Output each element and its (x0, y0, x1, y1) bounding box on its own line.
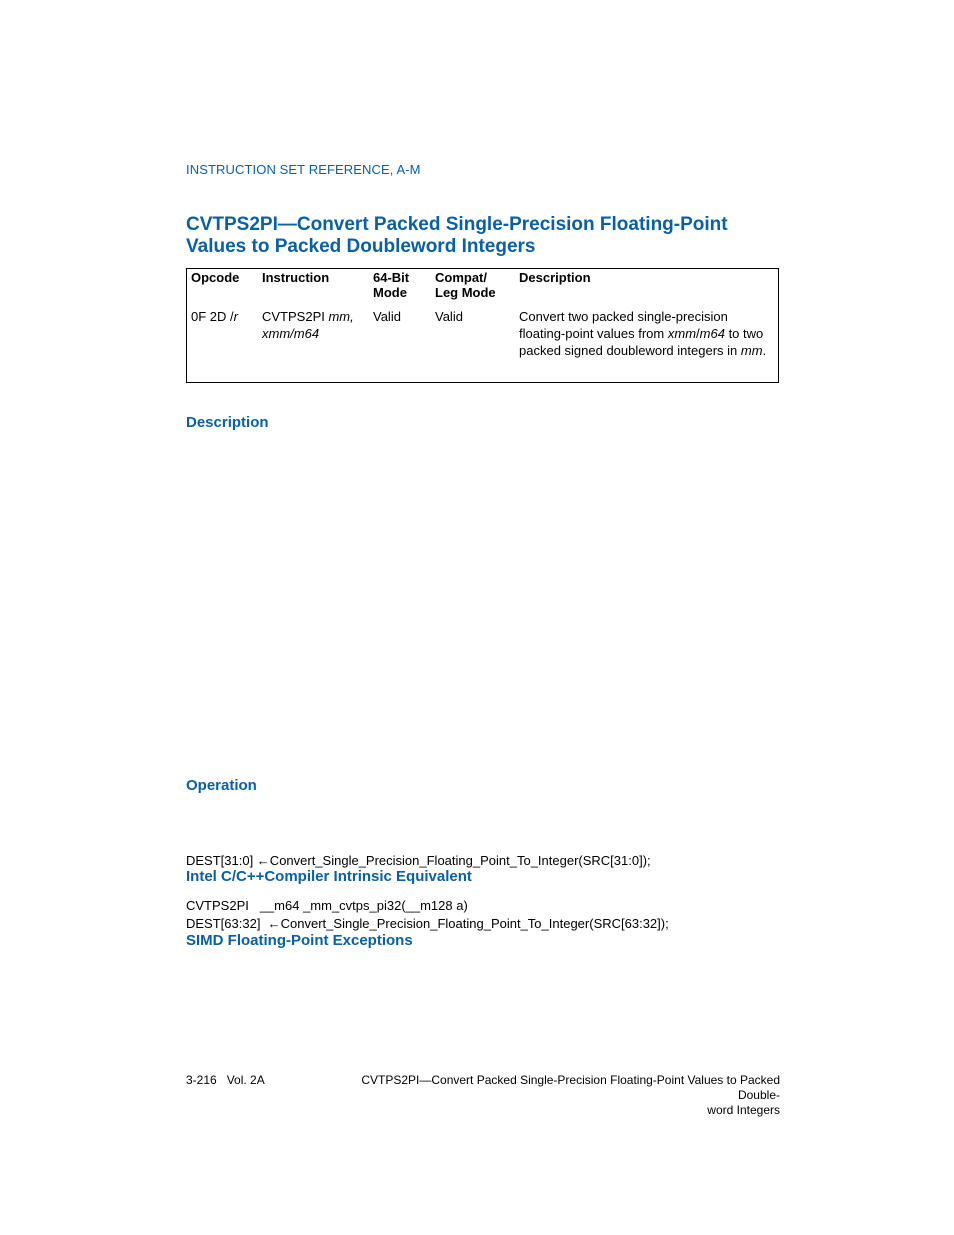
col-header-description: Description (519, 270, 591, 285)
col-header-opcode: Opcode (191, 270, 240, 285)
section-heading-description: Description (186, 414, 269, 431)
col-header-compat-line2: Leg Mode (435, 285, 496, 300)
col-header-64bit-line1: 64-Bit (373, 270, 410, 285)
operation-line-2: DEST[63:32] ←Convert_Single_Precision_Floating_Point_To_Integer(SRC[63:32]); (186, 916, 669, 931)
footer-title (330, 1073, 780, 1118)
section-heading-simd-exceptions: SIMD Floating-Point Exceptions (186, 932, 413, 949)
col-header-compat-line1: Compat/ (435, 270, 487, 285)
intrinsic-code: CVTPS2PI __m64 _mm_cvtps_pi32(__m128 a) (186, 898, 468, 913)
desc-period: . (762, 343, 767, 358)
footer-title-line-1: CVTPS2PI—Convert Packed Single-Precision Floating-Point Values to Packed Double- (361, 1073, 780, 1102)
desc-slash: / (696, 326, 700, 341)
running-header: INSTRUCTION SET REFERENCE, A-M (186, 162, 421, 177)
col-header-compat-mode (435, 270, 496, 300)
opcode-text: 0F 2D / (191, 309, 234, 324)
cell-compat-mode: Valid (435, 309, 463, 324)
cell-opcode (191, 308, 238, 325)
instruction-mnemonic: CVTPS2PI (262, 309, 329, 324)
cell-64bit-mode: Valid (373, 309, 401, 324)
desc-operand-m64: m64 (699, 326, 725, 341)
opcode-table (186, 268, 779, 383)
col-header-64bit-mode (373, 270, 409, 300)
desc-operand-xmm: xmm (667, 326, 697, 341)
col-header-64bit-line2: Mode (373, 285, 407, 300)
page-title: CVTPS2PI—Convert Packed Single-Precision Floating-Point Values to Packed Doubleword Integers (186, 214, 728, 257)
section-heading-operation: Operation (186, 777, 257, 794)
desc-part-1: Convert two packed single-precision floating-point values from (519, 309, 728, 341)
operation-line-1: DEST[31:0] ←Convert_Single_Precision_Floating_Point_To_Integer(SRC[31:0]); (186, 853, 651, 868)
section-heading-intrinsic: Intel C/C++Compiler Intrinsic Equivalent (186, 868, 472, 885)
col-header-instruction: Instruction (262, 270, 330, 285)
cell-instruction (262, 308, 354, 342)
footer-title-line-2: word Integers (707, 1103, 780, 1117)
desc-part-2: to two packed signed doubleword integers in (519, 326, 764, 358)
footer-page-number: 3-216 Vol. 2A (186, 1073, 265, 1087)
instruction-operand-2: xmm/m64 (262, 326, 320, 341)
opcode-modrm: r (233, 309, 238, 324)
instruction-operand-1: mm, (328, 309, 354, 324)
cell-description (519, 308, 775, 359)
desc-operand-mm: mm (740, 343, 763, 358)
